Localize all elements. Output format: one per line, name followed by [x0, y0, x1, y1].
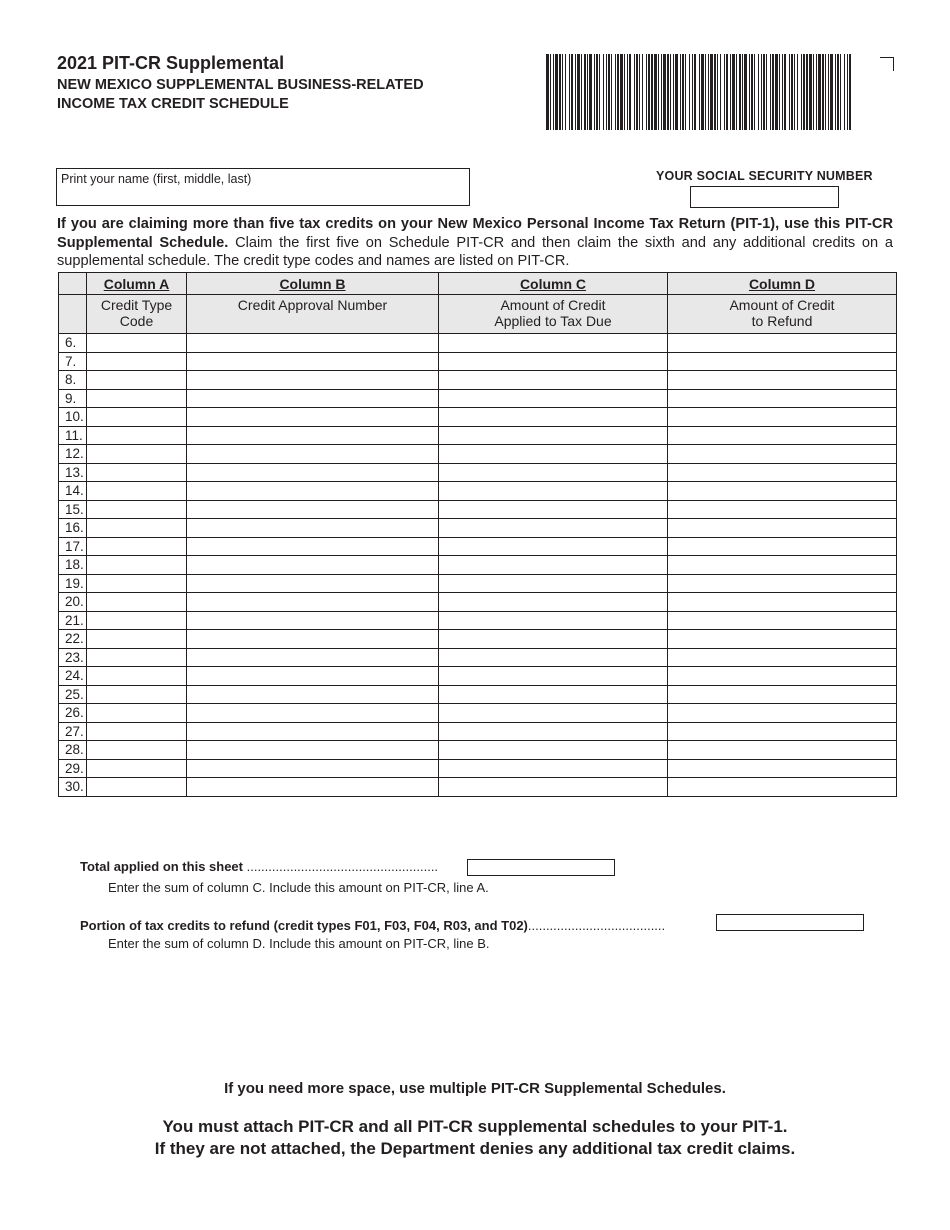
table-row: [59, 778, 897, 797]
amount-applied-cell[interactable]: [439, 519, 668, 538]
column-d-desc: Amount of Credit to Refund: [668, 295, 897, 334]
barcode-bar: [673, 54, 674, 130]
amount-refund-cell[interactable]: [668, 500, 897, 519]
credit-type-code-cell[interactable]: [87, 667, 187, 686]
subtitle-line-1: NEW MEXICO SUPPLEMENTAL BUSINESS-RELATED: [57, 77, 424, 93]
subtitle-line-2: INCOME TAX CREDIT SCHEDULE: [57, 96, 289, 112]
barcode-bar: [835, 54, 836, 130]
credit-type-code-cell[interactable]: [87, 445, 187, 464]
credit-type-code-cell[interactable]: [87, 630, 187, 649]
amount-refund-cell[interactable]: [668, 778, 897, 797]
credit-type-code-cell[interactable]: [87, 722, 187, 741]
barcode-bar: [648, 54, 650, 130]
amount-applied-cell[interactable]: [439, 463, 668, 482]
barcode-bar: [822, 54, 824, 130]
refund-portion-note: Enter the sum of column D. Include this amount on PIT-CR, line B.: [108, 936, 490, 951]
amount-applied-cell[interactable]: [439, 574, 668, 593]
barcode-bar: [772, 54, 774, 130]
barcode-bar: [675, 54, 678, 130]
line-number: 27.: [59, 722, 87, 741]
table-row: [59, 408, 897, 427]
credit-approval-number-cell[interactable]: [187, 482, 439, 501]
line-number: 25.: [59, 685, 87, 704]
credit-type-code-cell[interactable]: [87, 334, 187, 353]
table-row: [59, 371, 897, 390]
barcode-bar: [766, 54, 767, 130]
amount-refund-cell[interactable]: [668, 426, 897, 445]
credit-approval-number-cell[interactable]: [187, 667, 439, 686]
line-number: 15.: [59, 500, 87, 519]
amount-refund-cell[interactable]: [668, 741, 897, 760]
barcode-bar: [806, 54, 808, 130]
line-number: 24.: [59, 667, 87, 686]
credit-type-code-cell[interactable]: [87, 463, 187, 482]
barcode-bar: [546, 54, 549, 130]
barcode-bar: [736, 54, 737, 130]
barcode-bar: [606, 54, 607, 130]
barcode-bar: [615, 54, 616, 130]
amount-refund-cell[interactable]: [668, 482, 897, 501]
credit-type-code-cell[interactable]: [87, 759, 187, 778]
barcode-bar: [705, 54, 706, 130]
credit-schedule-table: [58, 272, 897, 797]
barcode-bar: [559, 54, 561, 130]
amount-applied-cell[interactable]: [439, 352, 668, 371]
table-row: [59, 463, 897, 482]
barcode-bar: [770, 54, 771, 130]
amount-refund-cell[interactable]: [668, 408, 897, 427]
form-title: 2021 PIT-CR Supplemental: [57, 53, 285, 73]
barcode-bar: [775, 54, 778, 130]
column-d-header: Column D: [668, 273, 897, 295]
barcode-bar: [710, 54, 713, 130]
barcode-bar: [608, 54, 610, 130]
amount-refund-cell[interactable]: [668, 445, 897, 464]
instructions-text: Claim the first five on Schedule PIT-CR and then claim the sixth and any additional credits on a supplemental schedule. The credit type codes and names are listed on PIT-CR.: [57, 234, 893, 269]
barcode-bar: [809, 54, 812, 130]
instructions-bold: If you are claiming more than five tax credits on your New Mexico Personal Income Tax Return (PIT-1), use this PIT-CR Supplemental Schedule.: [57, 216, 893, 251]
credit-approval-number-cell[interactable]: [187, 722, 439, 741]
amount-refund-cell[interactable]: [668, 704, 897, 723]
barcode-bar: [639, 54, 640, 130]
barcode-bar: [667, 54, 669, 130]
amount-refund-cell[interactable]: [668, 630, 897, 649]
credit-type-code-cell[interactable]: [87, 537, 187, 556]
attach-warning: [0, 1116, 950, 1160]
amount-applied-cell[interactable]: [439, 667, 668, 686]
amount-refund-cell[interactable]: [668, 463, 897, 482]
line-number: 22.: [59, 630, 87, 649]
amount-refund-cell[interactable]: [668, 685, 897, 704]
credit-approval-number-cell[interactable]: [187, 463, 439, 482]
credit-type-code-cell[interactable]: [87, 648, 187, 667]
header-blank: [59, 273, 87, 295]
barcode-bar: [837, 54, 839, 130]
barcode-bar: [553, 54, 554, 130]
amount-applied-cell[interactable]: [439, 408, 668, 427]
amount-applied-cell[interactable]: [439, 334, 668, 353]
amount-applied-cell[interactable]: [439, 389, 668, 408]
table-row: [59, 352, 897, 371]
credit-approval-number-cell[interactable]: [187, 408, 439, 427]
table-row: [59, 759, 897, 778]
amount-refund-cell[interactable]: [668, 389, 897, 408]
attach-line-2: If they are not attached, the Department denies any additional tax credit claims.: [154, 1139, 796, 1158]
credit-approval-number-cell[interactable]: [187, 426, 439, 445]
barcode-bar: [550, 54, 551, 130]
credit-type-code-cell[interactable]: [87, 704, 187, 723]
table-row: [59, 574, 897, 593]
barcode-bar: [642, 54, 643, 130]
barcode-bar: [565, 54, 566, 130]
instructions-paragraph: [57, 215, 893, 271]
amount-refund-cell[interactable]: [668, 648, 897, 667]
barcode-bar: [603, 54, 604, 130]
line-number: 21.: [59, 611, 87, 630]
amount-applied-cell[interactable]: [439, 556, 668, 575]
credit-type-code-cell[interactable]: [87, 556, 187, 575]
table-row: [59, 556, 897, 575]
column-a-desc: Credit Type Code: [87, 295, 187, 334]
barcode-bar: [840, 54, 841, 130]
barcode-bar: [689, 54, 690, 130]
barcode-bar: [754, 54, 755, 130]
refund-portion-field[interactable]: [716, 914, 864, 931]
barcode-bar: [596, 54, 598, 130]
barcode-bar: [816, 54, 817, 130]
line-number: 7.: [59, 352, 87, 371]
column-b-desc: Credit Approval Number: [187, 295, 439, 334]
amount-applied-cell[interactable]: [439, 611, 668, 630]
barcode-bar: [658, 54, 659, 130]
barcode-bar: [599, 54, 600, 130]
table-row: [59, 704, 897, 723]
amount-applied-cell[interactable]: [439, 778, 668, 797]
column-b-header: Column B: [187, 273, 439, 295]
line-number: 28.: [59, 741, 87, 760]
amount-applied-cell[interactable]: [439, 371, 668, 390]
barcode-bar: [680, 54, 681, 130]
credit-type-code-cell[interactable]: [87, 352, 187, 371]
amount-applied-cell[interactable]: [439, 630, 668, 649]
barcode-bar: [825, 54, 826, 130]
barcode-bar: [749, 54, 750, 130]
table-row: [59, 648, 897, 667]
more-space-note: If you need more space, use multiple PIT-CR Supplemental Schedules.: [224, 1080, 726, 1097]
barcode-bar: [594, 54, 595, 130]
credit-approval-number-cell[interactable]: [187, 648, 439, 667]
amount-applied-cell[interactable]: [439, 648, 668, 667]
credit-type-code-cell[interactable]: [87, 389, 187, 408]
barcode-bar: [589, 54, 592, 130]
column-c-header: Column C: [439, 273, 668, 295]
barcode-bar: [699, 54, 700, 130]
barcode-bar: [791, 54, 793, 130]
table-row: [59, 389, 897, 408]
barcode-bar: [742, 54, 743, 130]
barcode-bar: [847, 54, 848, 130]
table-row: [59, 722, 897, 741]
credit-approval-number-cell[interactable]: [187, 759, 439, 778]
credit-approval-number-cell[interactable]: [187, 685, 439, 704]
credit-approval-number-cell[interactable]: [187, 500, 439, 519]
credit-type-code-cell[interactable]: [87, 500, 187, 519]
amount-applied-cell[interactable]: [439, 537, 668, 556]
ssn-label: YOUR SOCIAL SECURITY NUMBER: [656, 169, 873, 183]
barcode-bar: [627, 54, 628, 130]
credit-approval-number-cell[interactable]: [187, 630, 439, 649]
credit-approval-number-cell[interactable]: [187, 556, 439, 575]
barcode-bar: [636, 54, 638, 130]
barcode-bar: [717, 54, 718, 130]
barcode-bar: [670, 54, 671, 130]
barcode-bar: [813, 54, 814, 130]
table-row: [59, 519, 897, 538]
barcode-bar: [779, 54, 780, 130]
barcode-bar: [634, 54, 635, 130]
credit-approval-number-cell[interactable]: [187, 574, 439, 593]
line-number: 19.: [59, 574, 87, 593]
credit-type-code-cell[interactable]: [87, 482, 187, 501]
credit-approval-number-cell[interactable]: [187, 352, 439, 371]
credit-type-code-cell[interactable]: [87, 593, 187, 612]
barcode-bar: [624, 54, 625, 130]
line-number: 16.: [59, 519, 87, 538]
barcode-bar: [830, 54, 833, 130]
barcode-bar: [849, 54, 851, 130]
desc-blank: [59, 295, 87, 334]
barcode-bar: [555, 54, 558, 130]
line-number: 23.: [59, 648, 87, 667]
barcode-bar: [818, 54, 821, 130]
line-number: 9.: [59, 389, 87, 408]
barcode-bar: [794, 54, 795, 130]
amount-applied-cell[interactable]: [439, 426, 668, 445]
credit-approval-number-cell[interactable]: [187, 611, 439, 630]
amount-refund-cell[interactable]: [668, 574, 897, 593]
barcode-bar: [803, 54, 805, 130]
amount-applied-cell[interactable]: [439, 685, 668, 704]
credit-type-code-cell[interactable]: [87, 574, 187, 593]
table-row: [59, 593, 897, 612]
refund-portion-label: Portion of tax credits to refund (credit types F01, F03, F04, R03, and T02)......................................: [80, 918, 666, 933]
credit-approval-number-cell[interactable]: [187, 445, 439, 464]
amount-applied-cell[interactable]: [439, 722, 668, 741]
barcode-bar: [751, 54, 753, 130]
line-number: 29.: [59, 759, 87, 778]
amount-refund-cell[interactable]: [668, 667, 897, 686]
amount-refund-cell[interactable]: [668, 556, 897, 575]
barcode-bar: [720, 54, 721, 130]
amount-refund-cell[interactable]: [668, 611, 897, 630]
barcode-bar: [569, 54, 570, 130]
barcode-bar: [685, 54, 686, 130]
barcode-bar: [801, 54, 802, 130]
barcode-bar: [782, 54, 783, 130]
barcode-bar: [692, 54, 693, 130]
credit-approval-number-cell[interactable]: [187, 519, 439, 538]
table-row: [59, 630, 897, 649]
table-row: [59, 500, 897, 519]
barcode-bar: [587, 54, 588, 130]
barcode-bar: [581, 54, 582, 130]
line-number: 6.: [59, 334, 87, 353]
table-row: [59, 685, 897, 704]
table-row: [59, 741, 897, 760]
barcode-bar: [629, 54, 631, 130]
barcode-bar: [577, 54, 580, 130]
line-number: 10.: [59, 408, 87, 427]
barcode-bar: [571, 54, 573, 130]
barcode-bar: [661, 54, 662, 130]
column-c-desc: Amount of Credit Applied to Tax Due: [439, 295, 668, 334]
barcode-bar: [758, 54, 759, 130]
barcode-bar: [708, 54, 709, 130]
barcode-bar: [617, 54, 619, 130]
amount-refund-cell[interactable]: [668, 371, 897, 390]
credit-type-code-cell[interactable]: [87, 611, 187, 630]
line-number: 18.: [59, 556, 87, 575]
amount-applied-cell[interactable]: [439, 482, 668, 501]
barcode-bar: [562, 54, 563, 130]
credit-approval-number-cell[interactable]: [187, 389, 439, 408]
barcode-bar: [739, 54, 741, 130]
line-number: 26.: [59, 704, 87, 723]
credit-approval-number-cell[interactable]: [187, 371, 439, 390]
barcode-bar: [651, 54, 653, 130]
amount-refund-cell[interactable]: [668, 593, 897, 612]
barcode-bar: [611, 54, 612, 130]
amount-refund-cell[interactable]: [668, 519, 897, 538]
credit-approval-number-cell[interactable]: [187, 778, 439, 797]
amount-refund-cell[interactable]: [668, 759, 897, 778]
table-row: [59, 334, 897, 353]
table-row: [59, 667, 897, 686]
barcode-bar: [646, 54, 647, 130]
line-number: 17.: [59, 537, 87, 556]
barcode-bar: [620, 54, 623, 130]
line-number: 12.: [59, 445, 87, 464]
credit-approval-number-cell[interactable]: [187, 334, 439, 353]
total-applied-note: Enter the sum of column C. Include this amount on PIT-CR, line A.: [108, 880, 489, 895]
barcode-bar: [714, 54, 716, 130]
barcode-bar: [797, 54, 798, 130]
barcode-bar: [744, 54, 747, 130]
barcode-bar: [789, 54, 790, 130]
barcode-bar: [682, 54, 684, 130]
barcode-bar: [584, 54, 586, 130]
credit-approval-number-cell[interactable]: [187, 537, 439, 556]
barcode-bar: [701, 54, 704, 130]
column-a-header: Column A: [87, 273, 187, 295]
table-row: [59, 482, 897, 501]
line-number: 30.: [59, 778, 87, 797]
table-row: [59, 537, 897, 556]
credit-type-code-cell[interactable]: [87, 371, 187, 390]
table-row: [59, 445, 897, 464]
barcode-bar: [730, 54, 731, 130]
amount-applied-cell[interactable]: [439, 741, 668, 760]
amount-refund-cell[interactable]: [668, 722, 897, 741]
line-number: 20.: [59, 593, 87, 612]
credit-type-code-cell[interactable]: [87, 685, 187, 704]
line-number: 14.: [59, 482, 87, 501]
name-field-label: Print your name (first, middle, last): [61, 172, 252, 186]
line-number: 13.: [59, 463, 87, 482]
barcode: [546, 54, 854, 130]
barcode-bar: [732, 54, 735, 130]
barcode-bar: [663, 54, 666, 130]
barcode-bar: [724, 54, 725, 130]
credit-type-code-cell[interactable]: [87, 778, 187, 797]
barcode-bar: [844, 54, 845, 130]
line-number: 8.: [59, 371, 87, 390]
credit-type-code-cell[interactable]: [87, 741, 187, 760]
line-number: 11.: [59, 426, 87, 445]
barcode-bar: [784, 54, 786, 130]
barcode-bar: [763, 54, 765, 130]
barcode-bar: [726, 54, 728, 130]
name-field[interactable]: [56, 168, 470, 206]
total-applied-label: Total applied on this sheet .....................................................: [80, 859, 439, 874]
credit-approval-number-cell[interactable]: [187, 704, 439, 723]
amount-refund-cell[interactable]: [668, 537, 897, 556]
total-applied-field[interactable]: [467, 859, 615, 876]
ssn-field[interactable]: [690, 186, 839, 208]
barcode-bar: [694, 54, 696, 130]
amount-applied-cell[interactable]: [439, 593, 668, 612]
attach-line-1: You must attach PIT-CR and all PIT-CR supplemental schedules to your PIT-1.: [162, 1117, 788, 1136]
barcode-bar: [761, 54, 762, 130]
credit-approval-number-cell[interactable]: [187, 741, 439, 760]
credit-approval-number-cell[interactable]: [187, 593, 439, 612]
table-row: [59, 611, 897, 630]
barcode-bar: [654, 54, 657, 130]
barcode-bar: [828, 54, 829, 130]
corner-mark: [880, 57, 894, 71]
amount-refund-cell[interactable]: [668, 352, 897, 371]
credit-type-code-cell[interactable]: [87, 408, 187, 427]
form-subtitle: [57, 76, 424, 114]
credit-type-code-cell[interactable]: [87, 519, 187, 538]
barcode-bar: [575, 54, 576, 130]
amount-applied-cell[interactable]: [439, 759, 668, 778]
amount-refund-cell[interactable]: [668, 334, 897, 353]
credit-type-code-cell[interactable]: [87, 426, 187, 445]
amount-applied-cell[interactable]: [439, 704, 668, 723]
amount-applied-cell[interactable]: [439, 500, 668, 519]
table-row: [59, 426, 897, 445]
amount-applied-cell[interactable]: [439, 445, 668, 464]
